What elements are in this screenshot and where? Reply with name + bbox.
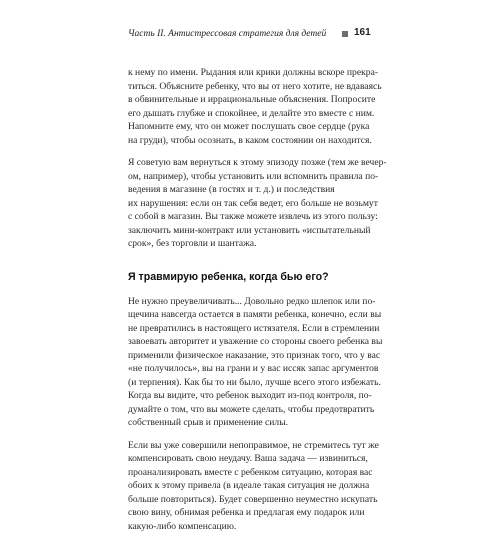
text-line: титься. Объясните ребенку, что вы от него хотите, не вдаваясь (128, 80, 382, 92)
running-head: Часть II. Антистрессовая стратегия для детей (128, 29, 327, 39)
text-line: в обвинительные и иррациональные объяснения. Попросите (128, 94, 376, 105)
text-line: Когда вы видите, что ребенок выходит из-под контроля, по- (128, 390, 372, 401)
text-line: щечина навсегда остается в памяти ребенка, конечно, если вы (128, 309, 382, 320)
text-line: какую-либо компенсацию. (128, 520, 237, 532)
page-number: 161 (354, 27, 371, 38)
paragraph (128, 156, 387, 251)
text-line: больше повториться). Будет совершенно неуместно искупать (128, 493, 378, 505)
text-line: Я советую вам вернуться к этому эпизоду позже (тем же вечер- (128, 157, 387, 168)
text-line: «не получилось», вы на грани и у вас иссяк запас аргументов (128, 363, 379, 374)
text-line: Напомните ему, что он может послушать свое сердце (рука (128, 121, 370, 132)
text-line: их нарушения: если он так себя ведет, его больше не возьмут (128, 197, 378, 209)
page-marker-square (342, 31, 348, 37)
text-line: компенсировать свою неудачу. Ваша задача — извиниться, (128, 453, 368, 464)
text-line: Не нужно преувеличивать... Довольно редко шлепок или по- (128, 295, 376, 307)
text-line: с собой в магазин. Вы также можете извлечь из этого пользу: (128, 211, 378, 222)
text-line: Если вы уже совершили непоправимое, не стремитесь тут же (128, 439, 379, 451)
paragraph (128, 295, 383, 430)
text-line: срок», без торговли и шантажа. (128, 238, 257, 249)
text-line: на груди), чтобы осознать, в каком состоянии он находится. (128, 134, 372, 146)
text-line: ом, например), чтобы установить или вспомнить правила по- (128, 170, 379, 182)
text-line: (и терпения). Как бы то ни было, лучше всего этого избежать. (128, 376, 381, 388)
text-line: завоевать авторитет и уважение со стороны своего ребенка вы (128, 336, 383, 347)
text-line: проанализировать вместе с ребенком ситуацию, которая вас (128, 466, 373, 478)
text-line: ведения в магазине (в гостях и т. д.) и последствия (128, 184, 335, 195)
text-line: свою вину, обнимая ребенка и предлагая ему подарок или (128, 507, 365, 518)
paragraph (128, 66, 382, 147)
text-line: обоих к этому привела (в идеале такая ситуация не должна (128, 480, 370, 491)
text-line: не превратились в настоящего истязателя. Если в стремлении (128, 322, 380, 334)
body-text (128, 66, 387, 542)
text-line: заключить мини-контракт или установить «испытательный (128, 224, 371, 236)
text-line: собственный срыв и применение силы. (128, 417, 289, 428)
paragraph (128, 439, 378, 534)
text-line: его дышать глубже и спокойнее, и делайте это вместе с ним. (128, 107, 375, 119)
text-line: к нему по имени. Рыдания или крики должны вскоре прекра- (128, 67, 379, 78)
text-line: применили физическое наказание, это признак того, что у вас (128, 349, 381, 361)
section-heading: Я травмирую ребенка, когда бью его? (128, 270, 329, 283)
text-line: думайте о том, что вы можете сделать, чтобы предотвратить (128, 403, 375, 415)
